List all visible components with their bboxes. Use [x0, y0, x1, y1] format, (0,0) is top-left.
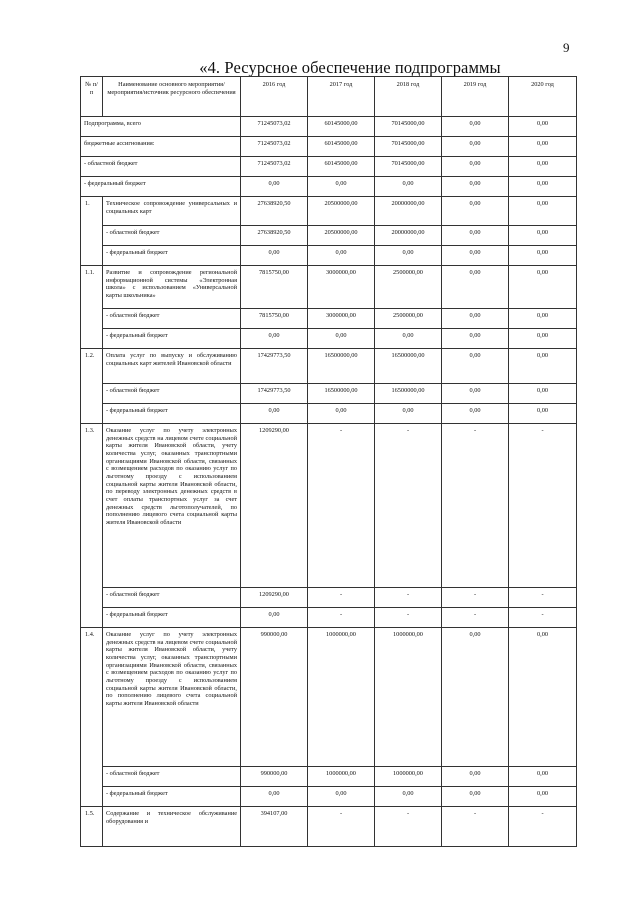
value-cell: 2500000,00	[375, 266, 442, 309]
source-row	[81, 384, 577, 404]
header-num: № п/п	[81, 77, 103, 117]
source-row	[81, 608, 577, 628]
value-cell: 60145000,00	[308, 137, 375, 157]
value-cell: 0,00	[442, 117, 509, 137]
summary-label: бюджетные ассигнования:	[81, 137, 241, 157]
value-cell: 0,00	[509, 117, 577, 137]
value-cell: -	[375, 608, 442, 628]
value-cell: 27638920,50	[241, 197, 308, 226]
value-cell: 0,00	[509, 329, 577, 349]
value-cell: -	[442, 807, 509, 847]
summary-row	[81, 117, 577, 137]
value-cell: 1209290,00	[241, 588, 308, 608]
header-row	[81, 77, 577, 117]
value-cell: 990000,00	[241, 628, 308, 767]
value-cell: 0,00	[442, 329, 509, 349]
value-cell: 70145000,00	[375, 157, 442, 177]
source-label: - федеральный бюджет	[103, 404, 241, 424]
header-year: 2017 год	[308, 77, 375, 117]
source-label: - федеральный бюджет	[103, 246, 241, 266]
value-cell: 0,00	[442, 266, 509, 309]
value-cell: 0,00	[241, 177, 308, 197]
item-name: Содержание и техническое обслуживание оборудования и	[103, 807, 241, 847]
value-cell: 0,00	[509, 767, 577, 787]
value-cell: 0,00	[308, 329, 375, 349]
value-cell: 16500000,00	[308, 349, 375, 384]
value-cell: 16500000,00	[375, 349, 442, 384]
value-cell: -	[509, 588, 577, 608]
summary-label: - областной бюджет	[81, 157, 241, 177]
source-row	[81, 309, 577, 329]
value-cell: 1000000,00	[308, 767, 375, 787]
item-number: 1.	[81, 197, 103, 266]
item-row	[81, 197, 577, 226]
item-row	[81, 266, 577, 309]
value-cell: 0,00	[241, 787, 308, 807]
source-row	[81, 404, 577, 424]
value-cell: 3000000,00	[308, 309, 375, 329]
value-cell: -	[442, 588, 509, 608]
source-label: - областной бюджет	[103, 309, 241, 329]
value-cell: 0,00	[241, 608, 308, 628]
value-cell: 0,00	[442, 349, 509, 384]
value-cell: -	[442, 424, 509, 588]
value-cell: 0,00	[442, 404, 509, 424]
value-cell: 0,00	[241, 246, 308, 266]
item-number: 1.5.	[81, 807, 103, 847]
summary-row	[81, 177, 577, 197]
source-label: - федеральный бюджет	[103, 329, 241, 349]
value-cell: 0,00	[442, 628, 509, 767]
source-label: - федеральный бюджет	[103, 787, 241, 807]
value-cell: 0,00	[241, 404, 308, 424]
value-cell: 0,00	[375, 329, 442, 349]
item-name: Оказание услуг по учету электронных денежных средств на лицевом счете социальной карты жителя Ивановской области, учету количества услуг, оказанных транспортными организациями Ивановской области, связанных с возмещением расходов по оказанию услуг по льготному проезду с использованием социальной карты жителя Ивановской области, по переводу электронных денежных средств в счет оплаты транспортных услуг за счет денежных средств льготополучателей, по пополнению лицевого счета социальной карты жителя Ивановской области	[103, 424, 241, 588]
source-row	[81, 246, 577, 266]
value-cell: 0,00	[442, 767, 509, 787]
value-cell: 1000000,00	[308, 628, 375, 767]
value-cell: 0,00	[241, 329, 308, 349]
value-cell: -	[375, 807, 442, 847]
value-cell: 0,00	[509, 384, 577, 404]
value-cell: 27638920,50	[241, 226, 308, 246]
page-number: 9	[563, 40, 570, 55]
item-name: Оплата услуг по выпуску и обслуживанию социальных карт жителей Ивановской области	[103, 349, 241, 384]
value-cell: 7815750,00	[241, 309, 308, 329]
summary-label: - федеральный бюджет	[81, 177, 241, 197]
value-cell: 0,00	[375, 404, 442, 424]
value-cell: 0,00	[308, 246, 375, 266]
value-cell: -	[375, 424, 442, 588]
item-number: 1.2.	[81, 349, 103, 424]
value-cell: 71245073,02	[241, 137, 308, 157]
item-row	[81, 349, 577, 384]
value-cell: 1000000,00	[375, 628, 442, 767]
value-cell: 0,00	[308, 177, 375, 197]
summary-row	[81, 157, 577, 177]
value-cell: -	[308, 424, 375, 588]
value-cell: 0,00	[442, 246, 509, 266]
value-cell: -	[509, 608, 577, 628]
resource-table	[80, 76, 577, 847]
header-year: 2018 год	[375, 77, 442, 117]
value-cell: 0,00	[442, 177, 509, 197]
value-cell: 0,00	[509, 197, 577, 226]
value-cell: 71245073,02	[241, 157, 308, 177]
value-cell: 0,00	[442, 226, 509, 246]
source-row	[81, 329, 577, 349]
value-cell: -	[509, 424, 577, 588]
value-cell: -	[375, 588, 442, 608]
value-cell: 3000000,00	[308, 266, 375, 309]
source-label: - областной бюджет	[103, 767, 241, 787]
value-cell: 0,00	[509, 309, 577, 329]
source-label: - областной бюджет	[103, 588, 241, 608]
value-cell: 0,00	[442, 157, 509, 177]
value-cell: 0,00	[509, 787, 577, 807]
value-cell: 17429773,50	[241, 384, 308, 404]
value-cell: -	[308, 807, 375, 847]
value-cell: 20500000,00	[308, 197, 375, 226]
source-label: - федеральный бюджет	[103, 608, 241, 628]
value-cell: 0,00	[509, 404, 577, 424]
value-cell: 0,00	[308, 404, 375, 424]
header-year: 2020 год	[509, 77, 577, 117]
value-cell: 0,00	[375, 787, 442, 807]
value-cell: 2500000,00	[375, 309, 442, 329]
value-cell: 0,00	[375, 246, 442, 266]
value-cell: 0,00	[509, 246, 577, 266]
value-cell: 394107,00	[241, 807, 308, 847]
value-cell: -	[509, 807, 577, 847]
source-row	[81, 226, 577, 246]
value-cell: 60145000,00	[308, 117, 375, 137]
source-row	[81, 787, 577, 807]
value-cell: 0,00	[442, 137, 509, 157]
item-number: 1.3.	[81, 424, 103, 628]
value-cell: 0,00	[442, 197, 509, 226]
item-row	[81, 628, 577, 767]
source-label: - областной бюджет	[103, 226, 241, 246]
item-name: Оказание услуг по учету электронных денежных средств на лицевом счете социальной карты жителя Ивановской области, учету количества услуг, оказанных транспортными организациями Ивановской области, связанных с возмещением расходов по оказанию услуг по льготному проезду с использованием социальной карты жителя Ивановской области, по пополнению лицевого счета социальной карты жителя Ивановской области	[103, 628, 241, 767]
source-row	[81, 588, 577, 608]
value-cell: 1209290,00	[241, 424, 308, 588]
value-cell: 0,00	[509, 349, 577, 384]
value-cell: 60145000,00	[308, 157, 375, 177]
value-cell: 0,00	[509, 157, 577, 177]
value-cell: 0,00	[509, 177, 577, 197]
value-cell: 0,00	[308, 787, 375, 807]
item-row	[81, 807, 577, 847]
value-cell: 0,00	[509, 266, 577, 309]
header-year: 2016 год	[241, 77, 308, 117]
item-row	[81, 424, 577, 588]
value-cell: 990000,00	[241, 767, 308, 787]
value-cell: 17429773,50	[241, 349, 308, 384]
value-cell: -	[308, 608, 375, 628]
page-title: «4. Ресурсное обеспечение подпрограммы	[199, 58, 501, 77]
value-cell: 70145000,00	[375, 117, 442, 137]
header-year: 2019 год	[442, 77, 509, 117]
item-name: Техническое сопровождение универсальных и социальных карт	[103, 197, 241, 226]
value-cell: 16500000,00	[308, 384, 375, 404]
value-cell: -	[442, 608, 509, 628]
value-cell: 0,00	[442, 309, 509, 329]
value-cell: 16500000,00	[375, 384, 442, 404]
value-cell: 0,00	[509, 628, 577, 767]
source-row	[81, 767, 577, 787]
value-cell: 20000000,00	[375, 226, 442, 246]
value-cell: 0,00	[509, 137, 577, 157]
value-cell: 1000000,00	[375, 767, 442, 787]
value-cell: 71245073,02	[241, 117, 308, 137]
value-cell: 0,00	[442, 384, 509, 404]
value-cell: 7815750,00	[241, 266, 308, 309]
summary-row	[81, 137, 577, 157]
value-cell: 0,00	[509, 226, 577, 246]
value-cell: 0,00	[442, 787, 509, 807]
value-cell: 70145000,00	[375, 137, 442, 157]
source-label: - областной бюджет	[103, 384, 241, 404]
value-cell: 20000000,00	[375, 197, 442, 226]
table-body	[81, 117, 577, 847]
value-cell: 0,00	[375, 177, 442, 197]
item-name: Развитие и сопровождение региональной информационной системы «Электронная школа» с использованием «Универсальной карты школьника»	[103, 266, 241, 309]
value-cell: 20500000,00	[308, 226, 375, 246]
header-name: Наименование основного мероприятия/мероприятия/источник ресурсного обеспечения	[103, 77, 241, 117]
value-cell: -	[308, 588, 375, 608]
summary-label: Подпрограмма, всего	[81, 117, 241, 137]
item-number: 1.4.	[81, 628, 103, 807]
item-number: 1.1.	[81, 266, 103, 349]
